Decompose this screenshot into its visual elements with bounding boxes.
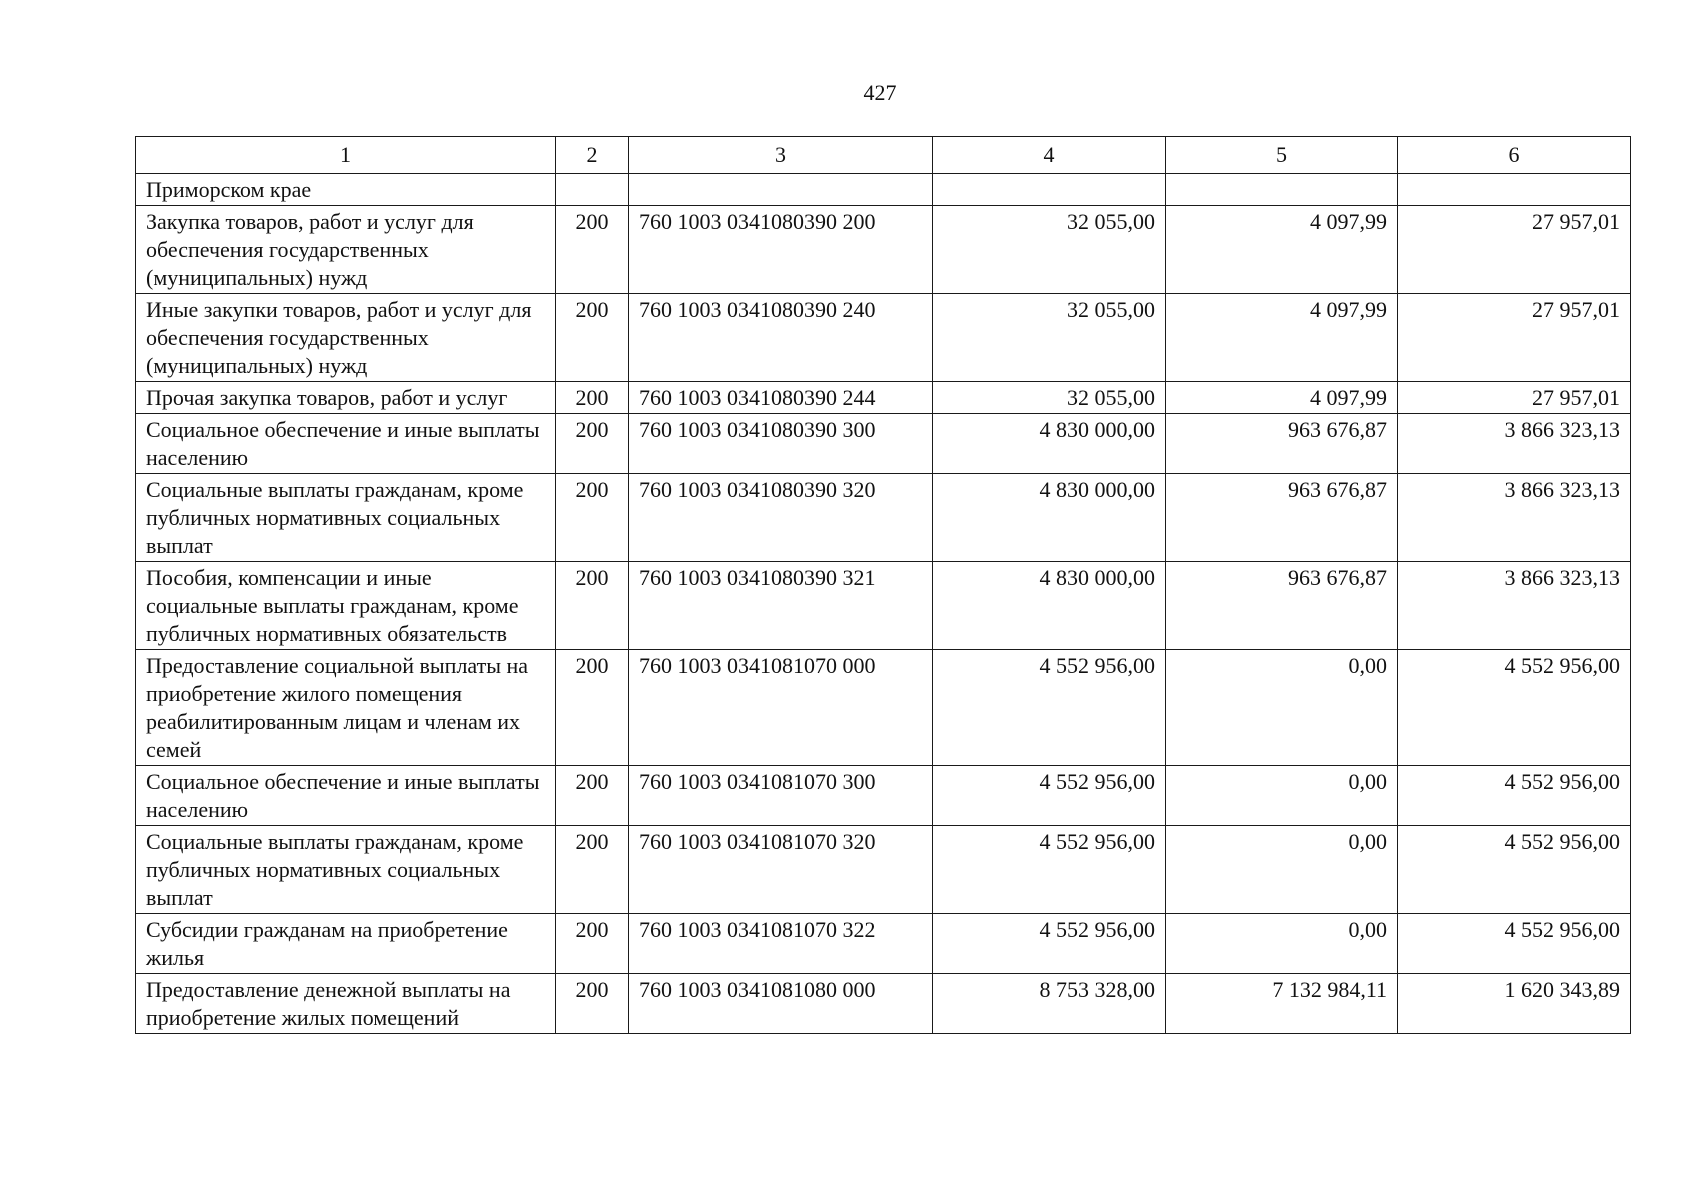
row-code: 200 bbox=[556, 382, 629, 414]
row-code bbox=[556, 174, 629, 206]
row-value-5: 963 676,87 bbox=[1166, 562, 1398, 650]
table-body bbox=[136, 174, 1631, 1034]
row-value-6: 27 957,01 bbox=[1398, 206, 1631, 294]
table-row bbox=[136, 206, 1631, 294]
row-value-5: 0,00 bbox=[1166, 914, 1398, 974]
column-header-2: 2 bbox=[556, 137, 629, 174]
column-header-4: 4 bbox=[933, 137, 1166, 174]
row-description: Пособия, компенсации и иные социальные выплаты гражданам, кроме публичных нормативных обязательств bbox=[136, 562, 556, 650]
row-value-5: 4 097,99 bbox=[1166, 294, 1398, 382]
row-value-4: 8 753 328,00 bbox=[933, 974, 1166, 1034]
row-value-4: 4 552 956,00 bbox=[933, 766, 1166, 826]
row-value-5: 0,00 bbox=[1166, 766, 1398, 826]
column-header-6: 6 bbox=[1398, 137, 1631, 174]
row-value-4: 4 552 956,00 bbox=[933, 826, 1166, 914]
row-classification: 760 1003 0341080390 321 bbox=[629, 562, 933, 650]
row-code: 200 bbox=[556, 914, 629, 974]
row-description: Социальное обеспечение и иные выплаты населению bbox=[136, 766, 556, 826]
row-code: 200 bbox=[556, 650, 629, 766]
row-value-4: 4 830 000,00 bbox=[933, 474, 1166, 562]
row-value-6 bbox=[1398, 174, 1631, 206]
row-description: Предоставление денежной выплаты на приобретение жилых помещений bbox=[136, 974, 556, 1034]
table-row bbox=[136, 766, 1631, 826]
row-value-6: 3 866 323,13 bbox=[1398, 414, 1631, 474]
table-row bbox=[136, 294, 1631, 382]
column-header-3: 3 bbox=[629, 137, 933, 174]
row-value-5: 963 676,87 bbox=[1166, 414, 1398, 474]
page-number: 427 bbox=[863, 80, 897, 105]
row-classification: 760 1003 0341081070 322 bbox=[629, 914, 933, 974]
table-row bbox=[136, 562, 1631, 650]
row-classification bbox=[629, 174, 933, 206]
row-value-5: 4 097,99 bbox=[1166, 382, 1398, 414]
row-classification: 760 1003 0341080390 320 bbox=[629, 474, 933, 562]
row-value-6: 4 552 956,00 bbox=[1398, 826, 1631, 914]
row-value-4 bbox=[933, 174, 1166, 206]
row-description: Субсидии гражданам на приобретение жилья bbox=[136, 914, 556, 974]
row-code: 200 bbox=[556, 766, 629, 826]
header-row bbox=[136, 137, 1631, 174]
row-description: Социальное обеспечение и иные выплаты населению bbox=[136, 414, 556, 474]
row-classification: 760 1003 0341080390 200 bbox=[629, 206, 933, 294]
row-code: 200 bbox=[556, 974, 629, 1034]
table-row bbox=[136, 382, 1631, 414]
table-row bbox=[136, 650, 1631, 766]
budget-table bbox=[135, 136, 1631, 1034]
row-classification: 760 1003 0341080390 300 bbox=[629, 414, 933, 474]
table-row bbox=[136, 826, 1631, 914]
row-code: 200 bbox=[556, 206, 629, 294]
table-row bbox=[136, 914, 1631, 974]
row-value-4: 4 552 956,00 bbox=[933, 650, 1166, 766]
row-classification: 760 1003 0341081070 320 bbox=[629, 826, 933, 914]
row-value-6: 4 552 956,00 bbox=[1398, 766, 1631, 826]
row-value-5 bbox=[1166, 174, 1398, 206]
row-value-5: 0,00 bbox=[1166, 826, 1398, 914]
row-classification: 760 1003 0341080390 240 bbox=[629, 294, 933, 382]
table-row bbox=[136, 974, 1631, 1034]
table-row bbox=[136, 174, 1631, 206]
row-value-4: 32 055,00 bbox=[933, 206, 1166, 294]
row-value-5: 0,00 bbox=[1166, 650, 1398, 766]
row-value-4: 4 552 956,00 bbox=[933, 914, 1166, 974]
row-value-6: 27 957,01 bbox=[1398, 294, 1631, 382]
row-code: 200 bbox=[556, 474, 629, 562]
row-description: Иные закупки товаров, работ и услуг для обеспечения государственных (муниципальных) нужд bbox=[136, 294, 556, 382]
row-code: 200 bbox=[556, 414, 629, 474]
table-row bbox=[136, 414, 1631, 474]
row-code: 200 bbox=[556, 562, 629, 650]
row-classification: 760 1003 0341081070 300 bbox=[629, 766, 933, 826]
row-description: Приморском крае bbox=[136, 174, 556, 206]
table-row bbox=[136, 474, 1631, 562]
column-header-1: 1 bbox=[136, 137, 556, 174]
row-value-4: 4 830 000,00 bbox=[933, 562, 1166, 650]
row-value-6: 27 957,01 bbox=[1398, 382, 1631, 414]
row-classification: 760 1003 0341081080 000 bbox=[629, 974, 933, 1034]
column-header-5: 5 bbox=[1166, 137, 1398, 174]
row-value-4: 32 055,00 bbox=[933, 294, 1166, 382]
row-classification: 760 1003 0341080390 244 bbox=[629, 382, 933, 414]
row-description: Социальные выплаты гражданам, кроме публичных нормативных социальных выплат bbox=[136, 826, 556, 914]
row-description: Прочая закупка товаров, работ и услуг bbox=[136, 382, 556, 414]
row-code: 200 bbox=[556, 826, 629, 914]
row-value-6: 4 552 956,00 bbox=[1398, 650, 1631, 766]
row-value-6: 4 552 956,00 bbox=[1398, 914, 1631, 974]
row-value-4: 32 055,00 bbox=[933, 382, 1166, 414]
row-description: Социальные выплаты гражданам, кроме публичных нормативных социальных выплат bbox=[136, 474, 556, 562]
row-value-4: 4 830 000,00 bbox=[933, 414, 1166, 474]
row-value-5: 7 132 984,11 bbox=[1166, 974, 1398, 1034]
row-value-5: 963 676,87 bbox=[1166, 474, 1398, 562]
row-value-6: 1 620 343,89 bbox=[1398, 974, 1631, 1034]
table-header bbox=[136, 137, 1631, 174]
row-description: Закупка товаров, работ и услуг для обеспечения государственных (муниципальных) нужд bbox=[136, 206, 556, 294]
row-value-6: 3 866 323,13 bbox=[1398, 562, 1631, 650]
row-value-6: 3 866 323,13 bbox=[1398, 474, 1631, 562]
row-code: 200 bbox=[556, 294, 629, 382]
row-description: Предоставление социальной выплаты на приобретение жилого помещения реабилитированным лицам и членам их семей bbox=[136, 650, 556, 766]
row-classification: 760 1003 0341081070 000 bbox=[629, 650, 933, 766]
row-value-5: 4 097,99 bbox=[1166, 206, 1398, 294]
